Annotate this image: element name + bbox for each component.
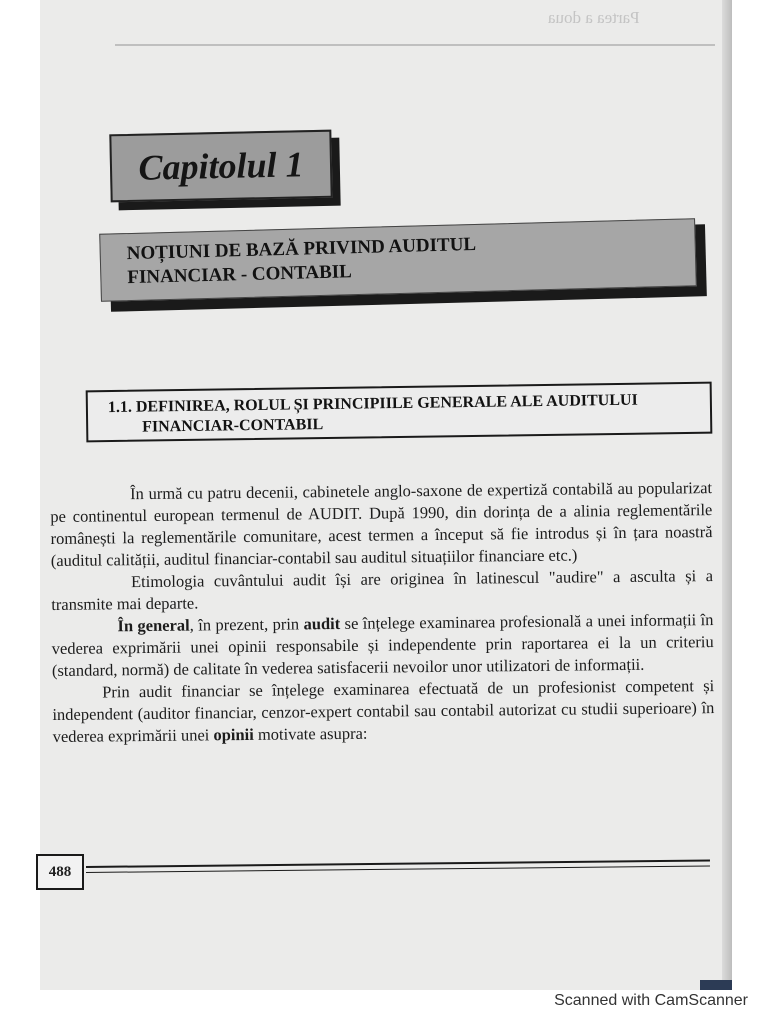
section-heading-line2: FINANCIAR-CONTABIL (142, 416, 324, 436)
paragraph-4-part-b: motivate asupra: (253, 723, 368, 744)
paragraph-3-part-b: se înțelege examinarea profesională a unei informații în vederea exprimării unei opinii responsabile și independente prin raportarea ei la un criteriu (standard, normă) de calitate în vederea satisfacerii nevoilor unor utilizatori de informații. (51, 610, 714, 680)
chapter-title: NOȚIUNI DE BAZĂ PRIVIND AUDITUL FINANCIAR - CONTABIL (126, 233, 477, 289)
paragraph-3 (51, 609, 714, 682)
section-heading (108, 390, 710, 438)
section-heading-line1: 1.1. DEFINIREA, ROLUL ȘI PRINCIPIILE GENERALE ALE AUDITULUI (107, 391, 638, 417)
scanner-watermark: Scanned with CamScanner (554, 992, 748, 1009)
section-heading-box (86, 382, 713, 443)
corner-shadow (700, 980, 732, 990)
paragraph-3-bold-audit: audit (303, 613, 341, 634)
paragraph-4-bold-opinii: opinii (213, 724, 254, 745)
paragraph-1: În urmă cu patru decenii, cabinetele anglo-saxone de expertiză contabilă au popularizat pe continentul european termenul de AUDIT. După 1990, din dorința de a alinia reglementările românești la reglementările comunitare, acest termen a început să fie introdus și în țara noastră (auditul calității, auditul financiar-contabil sau auditul situațiilor financiare etc.) (50, 478, 713, 570)
paragraph-4 (52, 675, 715, 748)
page-number-box (36, 854, 84, 890)
paragraph-3-bold-general: În general (117, 615, 190, 636)
header-rule (115, 44, 715, 46)
page-number: 488 (48, 863, 72, 880)
paragraph-2: Etimologia cuvântului audit își are originea în latinescul "audire" a asculta și a transmite mai departe. (51, 566, 714, 614)
chapter-label: Capitolul 1 (138, 144, 304, 188)
page-edge (722, 0, 732, 990)
bleed-through-header: Partea a doua (548, 8, 640, 27)
paragraph-3-part-a: , în prezent, prin (189, 614, 304, 635)
paragraph-4-part-a: Prin audit financiar se înțelege examinarea efectuată de un profesionist competent și independent (auditor financiar, cenzor-expert contabil sau contabil autorizat cu studii superioare) în vederea exprimării unei (52, 676, 715, 746)
body-text (50, 477, 715, 748)
chapter-label-box (109, 130, 332, 203)
